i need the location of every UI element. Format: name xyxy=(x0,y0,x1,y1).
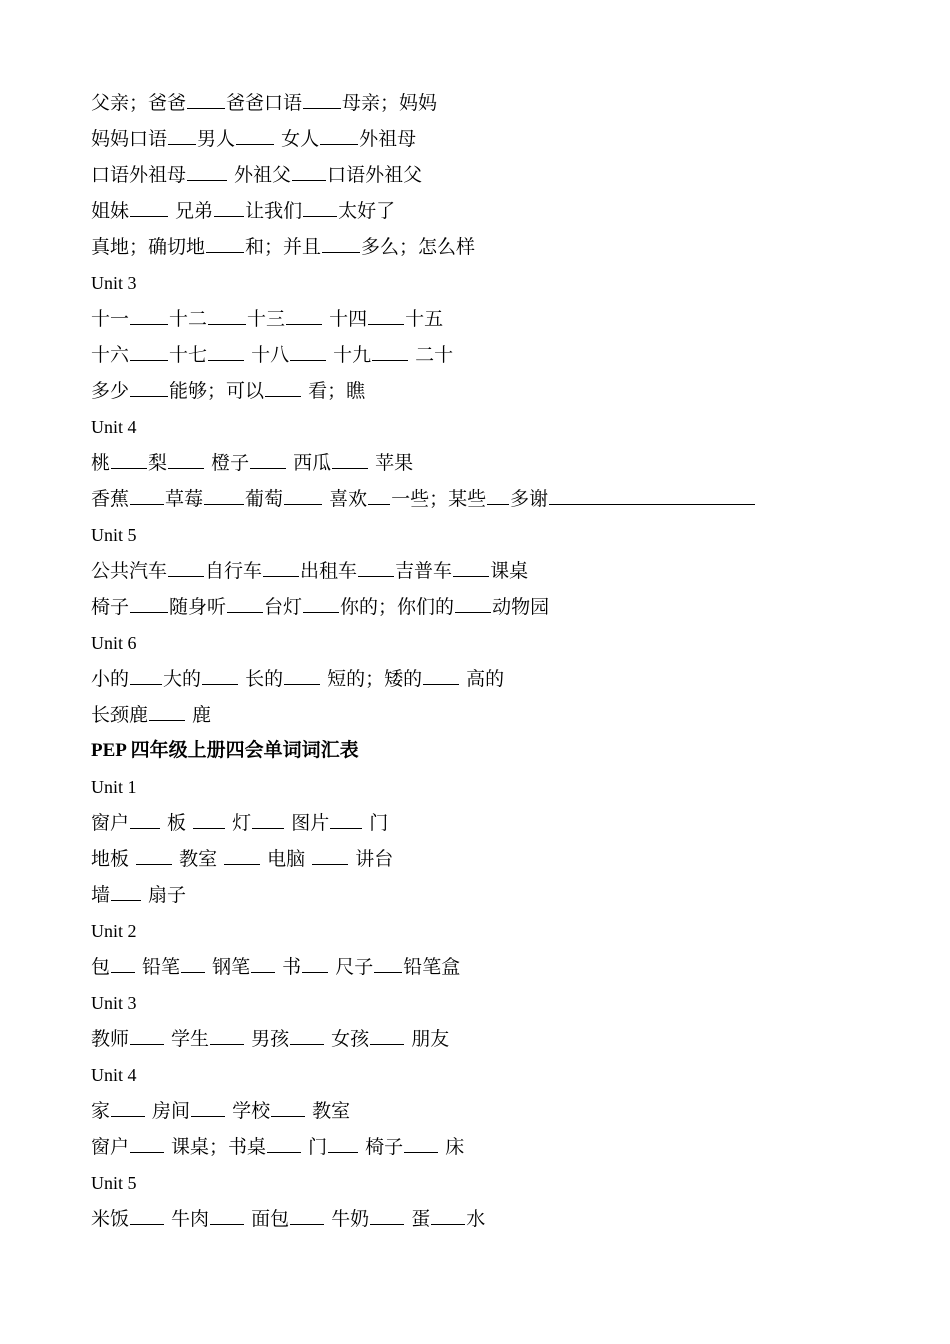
vocab-text: Unit 4 xyxy=(91,1065,137,1085)
fill-in-blank xyxy=(236,143,274,145)
vocab-text: 短的；矮的 xyxy=(321,668,423,690)
vocab-line xyxy=(91,1093,891,1129)
vocab-text: 外祖父 xyxy=(228,164,292,186)
vocab-line xyxy=(91,373,891,409)
fill-in-blank xyxy=(208,323,246,325)
vocab-text: 桃 xyxy=(91,452,111,474)
vocab-text: 朋友 xyxy=(405,1028,450,1050)
vocab-text: 台灯 xyxy=(264,596,303,618)
fill-in-blank xyxy=(330,827,362,829)
fill-in-blank xyxy=(206,251,244,253)
vocab-line xyxy=(91,301,891,337)
vocab-line xyxy=(91,481,891,517)
fill-in-blank xyxy=(303,611,339,613)
vocab-text: 十八 xyxy=(245,344,290,366)
fill-in-blank xyxy=(549,503,755,505)
vocab-text: 长的 xyxy=(239,668,284,690)
fill-in-blank xyxy=(358,575,394,577)
vocab-line xyxy=(91,697,891,733)
vocab-line xyxy=(91,445,891,481)
unit-label xyxy=(91,265,891,301)
vocab-text: 爸爸口语 xyxy=(226,92,303,114)
vocab-text: 学校 xyxy=(226,1100,271,1122)
fill-in-blank xyxy=(130,323,168,325)
vocab-text: 教师 xyxy=(91,1028,130,1050)
vocab-text: 父亲；爸爸 xyxy=(91,92,187,114)
vocab-text: 房间 xyxy=(146,1100,191,1122)
vocab-text: 扇子 xyxy=(142,884,187,906)
vocab-text: 门 xyxy=(302,1136,328,1158)
vocab-text: 铅笔盒 xyxy=(403,956,461,978)
fill-in-blank xyxy=(453,575,489,577)
vocab-text: 大的 xyxy=(163,668,202,690)
fill-in-blank xyxy=(130,1151,164,1153)
unit-label xyxy=(91,625,891,661)
fill-in-blank xyxy=(187,179,227,181)
vocab-text: 长颈鹿 xyxy=(91,704,149,726)
fill-in-blank xyxy=(404,1151,438,1153)
fill-in-blank xyxy=(320,143,358,145)
vocab-text: 高的 xyxy=(460,668,505,690)
vocab-text: 床 xyxy=(439,1136,465,1158)
fill-in-blank xyxy=(372,359,408,361)
vocab-text: 窗户 xyxy=(91,1136,130,1158)
fill-in-blank xyxy=(290,1223,324,1225)
vocab-text: 窗户 xyxy=(91,812,130,834)
fill-in-blank xyxy=(292,179,326,181)
vocab-text: 课桌；书桌 xyxy=(165,1136,267,1158)
vocab-text: 女孩 xyxy=(325,1028,370,1050)
vocab-text: 喜欢 xyxy=(323,488,368,510)
vocab-text: 吉普车 xyxy=(395,560,453,582)
vocab-line xyxy=(91,805,891,841)
fill-in-blank xyxy=(251,971,275,973)
vocab-text: 牛肉 xyxy=(165,1208,210,1230)
fill-in-blank xyxy=(168,575,204,577)
fill-in-blank xyxy=(208,359,244,361)
fill-in-blank xyxy=(130,1223,164,1225)
vocab-text: Unit 2 xyxy=(91,921,137,941)
vocab-text: 图片 xyxy=(285,812,330,834)
vocab-text: 自行车 xyxy=(205,560,263,582)
vocab-line xyxy=(91,949,891,985)
fill-in-blank xyxy=(224,863,260,865)
unit-label xyxy=(91,985,891,1021)
vocab-text: 椅子 xyxy=(359,1136,404,1158)
vocab-text: 让我们 xyxy=(245,200,303,222)
fill-in-blank xyxy=(487,503,509,505)
section-heading xyxy=(91,733,891,769)
vocab-text: 面包 xyxy=(245,1208,290,1230)
vocab-line xyxy=(91,229,891,265)
vocab-text: 牛奶 xyxy=(325,1208,370,1230)
vocab-text: 出租车 xyxy=(300,560,358,582)
vocab-text: 十三 xyxy=(247,308,286,330)
vocab-line xyxy=(91,589,891,625)
vocab-text: 梨 xyxy=(148,452,168,474)
vocab-text: 鹿 xyxy=(186,704,212,726)
fill-in-blank xyxy=(227,611,263,613)
vocab-text: 口语外祖父 xyxy=(327,164,423,186)
fill-in-blank xyxy=(263,575,299,577)
fill-in-blank xyxy=(130,359,168,361)
fill-in-blank xyxy=(168,143,196,145)
vocab-text: 尺子 xyxy=(329,956,374,978)
vocab-text: Unit 6 xyxy=(91,633,137,653)
vocab-text: 米饭 xyxy=(91,1208,130,1230)
vocab-text: Unit 1 xyxy=(91,777,137,797)
vocab-text: 书 xyxy=(276,956,302,978)
vocab-line xyxy=(91,157,891,193)
vocab-line xyxy=(91,1129,891,1165)
vocabulary-document xyxy=(91,85,891,1237)
fill-in-blank xyxy=(252,827,284,829)
fill-in-blank xyxy=(303,107,341,109)
vocab-text: 十二 xyxy=(169,308,208,330)
vocab-text: 水 xyxy=(466,1208,486,1230)
vocab-text: 一些；某些 xyxy=(391,488,487,510)
vocab-text: 兄弟 xyxy=(169,200,214,222)
vocab-text: 铅笔 xyxy=(136,956,181,978)
vocab-text: 十一 xyxy=(91,308,130,330)
vocab-text: 十九 xyxy=(327,344,372,366)
vocab-text: 灯 xyxy=(226,812,252,834)
vocab-line xyxy=(91,553,891,589)
vocab-text: 公共汽车 xyxy=(91,560,168,582)
fill-in-blank xyxy=(290,1043,324,1045)
vocab-text: 十七 xyxy=(169,344,208,366)
vocab-text: 苹果 xyxy=(369,452,414,474)
vocab-text: Unit 4 xyxy=(91,417,137,437)
vocab-text: 十六 xyxy=(91,344,130,366)
vocab-text: 男人 xyxy=(197,128,236,150)
vocab-text: 多少 xyxy=(91,380,130,402)
fill-in-blank xyxy=(303,215,337,217)
fill-in-blank xyxy=(130,827,160,829)
vocab-text: Unit 5 xyxy=(91,1173,137,1193)
vocab-text: 西瓜 xyxy=(287,452,332,474)
vocab-text: 能够；可以 xyxy=(169,380,265,402)
vocab-text: 草莓 xyxy=(165,488,204,510)
fill-in-blank xyxy=(210,1043,244,1045)
vocab-text: 教室 xyxy=(173,848,224,870)
fill-in-blank xyxy=(312,863,348,865)
fill-in-blank xyxy=(374,971,402,973)
fill-in-blank xyxy=(328,1151,358,1153)
fill-in-blank xyxy=(191,1115,225,1117)
vocab-text: 讲台 xyxy=(349,848,394,870)
fill-in-blank xyxy=(455,611,491,613)
vocab-text: 钢笔 xyxy=(206,956,251,978)
vocab-text: 女人 xyxy=(275,128,320,150)
fill-in-blank xyxy=(204,503,244,505)
fill-in-blank xyxy=(193,827,225,829)
vocab-text: 太好了 xyxy=(338,200,396,222)
fill-in-blank xyxy=(286,323,322,325)
vocab-text: 随身听 xyxy=(169,596,227,618)
vocab-text: 学生 xyxy=(165,1028,210,1050)
vocab-line xyxy=(91,1201,891,1237)
vocab-text: 多么；怎么样 xyxy=(361,236,476,258)
unit-label xyxy=(91,1057,891,1093)
fill-in-blank xyxy=(130,215,168,217)
vocab-text: 妈妈口语 xyxy=(91,128,168,150)
vocab-text: 你的；你们的 xyxy=(340,596,455,618)
fill-in-blank xyxy=(431,1223,465,1225)
vocab-text: 橙子 xyxy=(205,452,250,474)
fill-in-blank xyxy=(187,107,225,109)
vocab-text: 动物园 xyxy=(492,596,550,618)
unit-label xyxy=(91,913,891,949)
fill-in-blank xyxy=(130,611,168,613)
vocab-text: 家 xyxy=(91,1100,111,1122)
fill-in-blank xyxy=(214,215,244,217)
fill-in-blank xyxy=(423,683,459,685)
vocab-line xyxy=(91,1021,891,1057)
fill-in-blank xyxy=(181,971,205,973)
fill-in-blank xyxy=(322,251,360,253)
fill-in-blank xyxy=(267,1151,301,1153)
fill-in-blank xyxy=(271,1115,305,1117)
vocab-text: Unit 3 xyxy=(91,993,137,1013)
unit-label xyxy=(91,769,891,805)
vocab-text: PEP 四年级上册四会单词词汇表 xyxy=(91,740,359,761)
vocab-text: 香蕉 xyxy=(91,488,130,510)
fill-in-blank xyxy=(250,467,286,469)
vocab-line xyxy=(91,193,891,229)
vocab-text: 葡萄 xyxy=(245,488,284,510)
vocab-text: 蛋 xyxy=(405,1208,431,1230)
vocab-text: 口语外祖母 xyxy=(91,164,187,186)
unit-label xyxy=(91,1165,891,1201)
vocab-text: 门 xyxy=(363,812,389,834)
fill-in-blank xyxy=(111,467,147,469)
fill-in-blank xyxy=(111,971,135,973)
vocab-text: 教室 xyxy=(306,1100,351,1122)
vocab-text: 外祖母 xyxy=(359,128,417,150)
fill-in-blank xyxy=(284,503,322,505)
vocab-line xyxy=(91,877,891,913)
vocab-text: 墙 xyxy=(91,884,111,906)
vocab-text: 电脑 xyxy=(261,848,312,870)
fill-in-blank xyxy=(136,863,172,865)
vocab-text: 和；并且 xyxy=(245,236,322,258)
fill-in-blank xyxy=(302,971,328,973)
fill-in-blank xyxy=(168,467,204,469)
fill-in-blank xyxy=(111,899,141,901)
vocab-text: 真地；确切地 xyxy=(91,236,206,258)
fill-in-blank xyxy=(210,1223,244,1225)
vocab-line xyxy=(91,661,891,697)
vocab-text: 男孩 xyxy=(245,1028,290,1050)
unit-label xyxy=(91,517,891,553)
vocab-line xyxy=(91,337,891,373)
fill-in-blank xyxy=(130,395,168,397)
vocab-text: 包 xyxy=(91,956,111,978)
vocab-text: 多谢 xyxy=(510,488,549,510)
vocab-line xyxy=(91,121,891,157)
vocab-text: 十五 xyxy=(405,308,444,330)
fill-in-blank xyxy=(111,1115,145,1117)
vocab-text: 小的 xyxy=(91,668,130,690)
fill-in-blank xyxy=(368,323,404,325)
vocab-line xyxy=(91,841,891,877)
vocab-text: 十四 xyxy=(323,308,368,330)
fill-in-blank xyxy=(370,1223,404,1225)
unit-label xyxy=(91,409,891,445)
vocab-text: Unit 3 xyxy=(91,273,137,293)
vocab-text: 地板 xyxy=(91,848,136,870)
fill-in-blank xyxy=(290,359,326,361)
vocab-text: 姐妹 xyxy=(91,200,130,222)
fill-in-blank xyxy=(284,683,320,685)
vocab-text: Unit 5 xyxy=(91,525,137,545)
vocab-text: 椅子 xyxy=(91,596,130,618)
fill-in-blank xyxy=(368,503,390,505)
fill-in-blank xyxy=(265,395,301,397)
fill-in-blank xyxy=(332,467,368,469)
vocab-text: 课桌 xyxy=(490,560,529,582)
fill-in-blank xyxy=(202,683,238,685)
vocab-line xyxy=(91,85,891,121)
vocab-text: 板 xyxy=(161,812,193,834)
fill-in-blank xyxy=(130,503,164,505)
vocab-text: 看；瞧 xyxy=(302,380,366,402)
fill-in-blank xyxy=(149,719,185,721)
fill-in-blank xyxy=(130,683,162,685)
fill-in-blank xyxy=(130,1043,164,1045)
fill-in-blank xyxy=(370,1043,404,1045)
vocab-text: 母亲；妈妈 xyxy=(342,92,438,114)
vocab-text: 二十 xyxy=(409,344,454,366)
